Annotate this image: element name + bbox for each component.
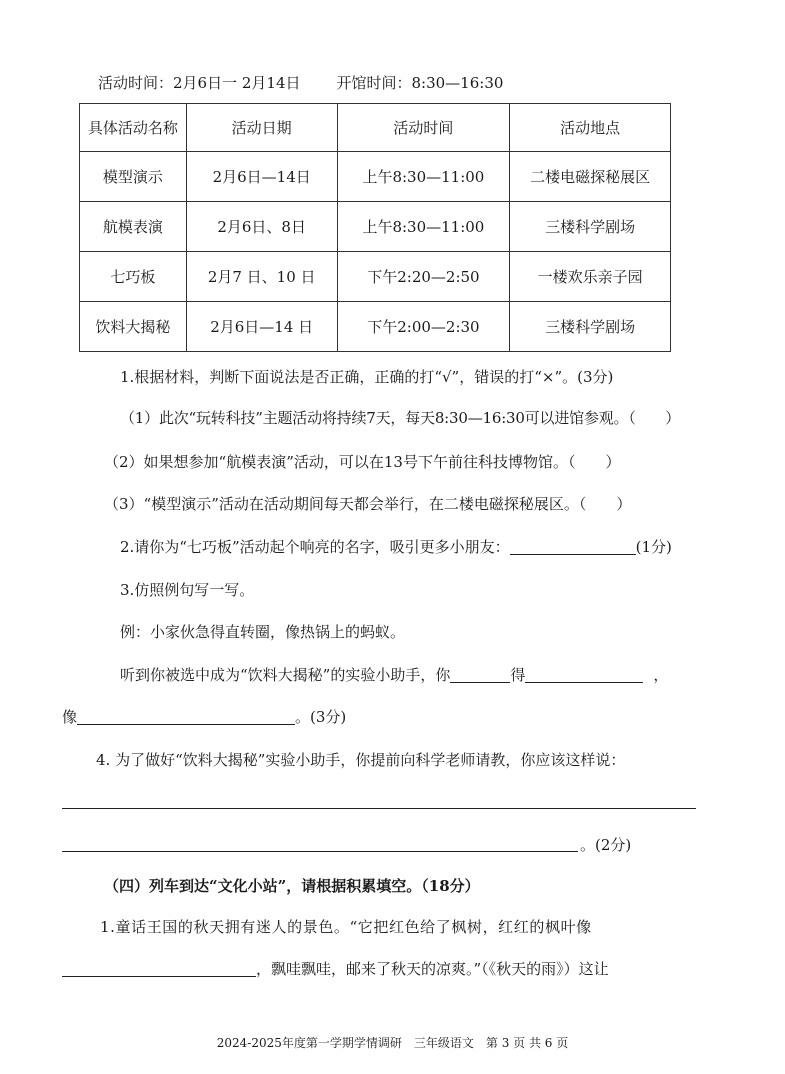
s4-q1-line-2: [62, 959, 609, 979]
s4-q1-blank[interactable]: [62, 960, 256, 977]
table-cell: 饮料大揭秘: [80, 302, 187, 352]
table-cell: 2月7 日、10 日: [186, 252, 337, 302]
q3-prompt-c: ，: [653, 666, 669, 684]
q1-item-3: （3）“模型演示”活动在活动期间每天都会举行，在二楼电磁探秘展区。（ ）: [104, 495, 632, 513]
table-cell: 下午2:20—2:50: [337, 252, 510, 302]
table-row: [80, 302, 671, 352]
q4-answer-line-2[interactable]: [62, 851, 578, 852]
q1-stem: 1.根据材料，判断下面说法是否正确，正确的打“√”，错误的打“×”。(3分): [120, 368, 614, 386]
q3-stem: 3.仿照例句写一写。: [120, 581, 255, 599]
q1-item-2: （2）如果想参加“航模表演”活动，可以在13号下午前往科技博物馆。（ ）: [104, 453, 621, 471]
table-header-cell: 具体活动名称: [80, 104, 187, 152]
table-cell: 2月6日、8日: [186, 202, 337, 252]
table-cell: 三楼科学剧场: [510, 202, 671, 252]
s4-q1-text: ，飘哇飘哇，邮来了秋天的凉爽。”（《秋天的雨》）这让: [256, 960, 609, 978]
table-cell: 2月6日—14 日: [186, 302, 337, 352]
table-cell: 上午8:30—11:00: [337, 202, 510, 252]
q3-blank-3[interactable]: [77, 708, 295, 725]
table-header-cell: 活动日期: [186, 104, 337, 152]
q4-answer-line-1[interactable]: [62, 808, 696, 809]
table-row: [80, 202, 671, 252]
q2-stem: 2.请你为“七巧板”活动起个响亮的名字，吸引更多小朋友：: [120, 538, 510, 556]
table-cell: 上午8:30—11:00: [337, 152, 510, 202]
q2-score: (1分): [635, 538, 672, 556]
table-cell: 三楼科学剧场: [510, 302, 671, 352]
s4-q1-line-1: 1.童话王国的秋天拥有迷人的景色。“它把红色给了枫树，红红的枫叶像: [100, 918, 592, 936]
table-header-cell: 活动地点: [510, 104, 671, 152]
q4-stem: 4. 为了做好“饮料大揭秘”实验小助手，你提前向科学老师请教，你应该这样说：: [96, 751, 626, 769]
table-header-cell: 活动时间: [337, 104, 510, 152]
q3-like-line: [62, 707, 346, 727]
activity-time: 活动时间：2月6日一 2月14日: [98, 74, 301, 92]
section-4-title: （四）列车到达“文化小站”，请根据积累填空。（18分）: [104, 877, 480, 895]
q3-prompt-e: 。(3分): [295, 708, 347, 726]
open-time: 开馆时间：8:30—16:30: [336, 74, 504, 92]
q3-prompt-line: [120, 665, 668, 685]
q3-prompt-b: 得: [510, 666, 526, 684]
q3-example: 例：小家伙急得直转圈，像热锅上的蚂蚁。: [120, 623, 406, 641]
q3-blank-1[interactable]: [450, 666, 510, 683]
table-row: [80, 252, 671, 302]
q3-prompt-d: 像: [62, 708, 78, 726]
table-cell: 模型演示: [80, 152, 187, 202]
q4-score: 。(2分): [580, 836, 632, 854]
q3-prompt-a: 听到你被选中成为“饮料大揭秘”的实验小助手，你: [120, 666, 451, 684]
table-row: [80, 152, 671, 202]
table-cell: 二楼电磁探秘展区: [510, 152, 671, 202]
table-cell: 航模表演: [80, 202, 187, 252]
page-footer: 2024-2025年度第一学期学情调研 三年级语文 第 3 页 共 6 页: [216, 1036, 569, 1050]
q2-line: [120, 537, 672, 557]
table-header-row: [80, 104, 671, 152]
table-cell: 下午2:00—2:30: [337, 302, 510, 352]
q2-answer-blank[interactable]: [510, 538, 636, 555]
table-cell: 一楼欢乐亲子园: [510, 252, 671, 302]
table-cell: 七巧板: [80, 252, 187, 302]
activity-table: [79, 103, 671, 352]
table-cell: 2月6日—14日: [186, 152, 337, 202]
activity-time-line: [98, 73, 503, 93]
q1-item-1: （1）此次“玩转科技”主题活动将持续7天，每天8:30—16:30可以进馆参观。（ ）: [120, 409, 681, 427]
q3-blank-2[interactable]: [525, 666, 643, 683]
